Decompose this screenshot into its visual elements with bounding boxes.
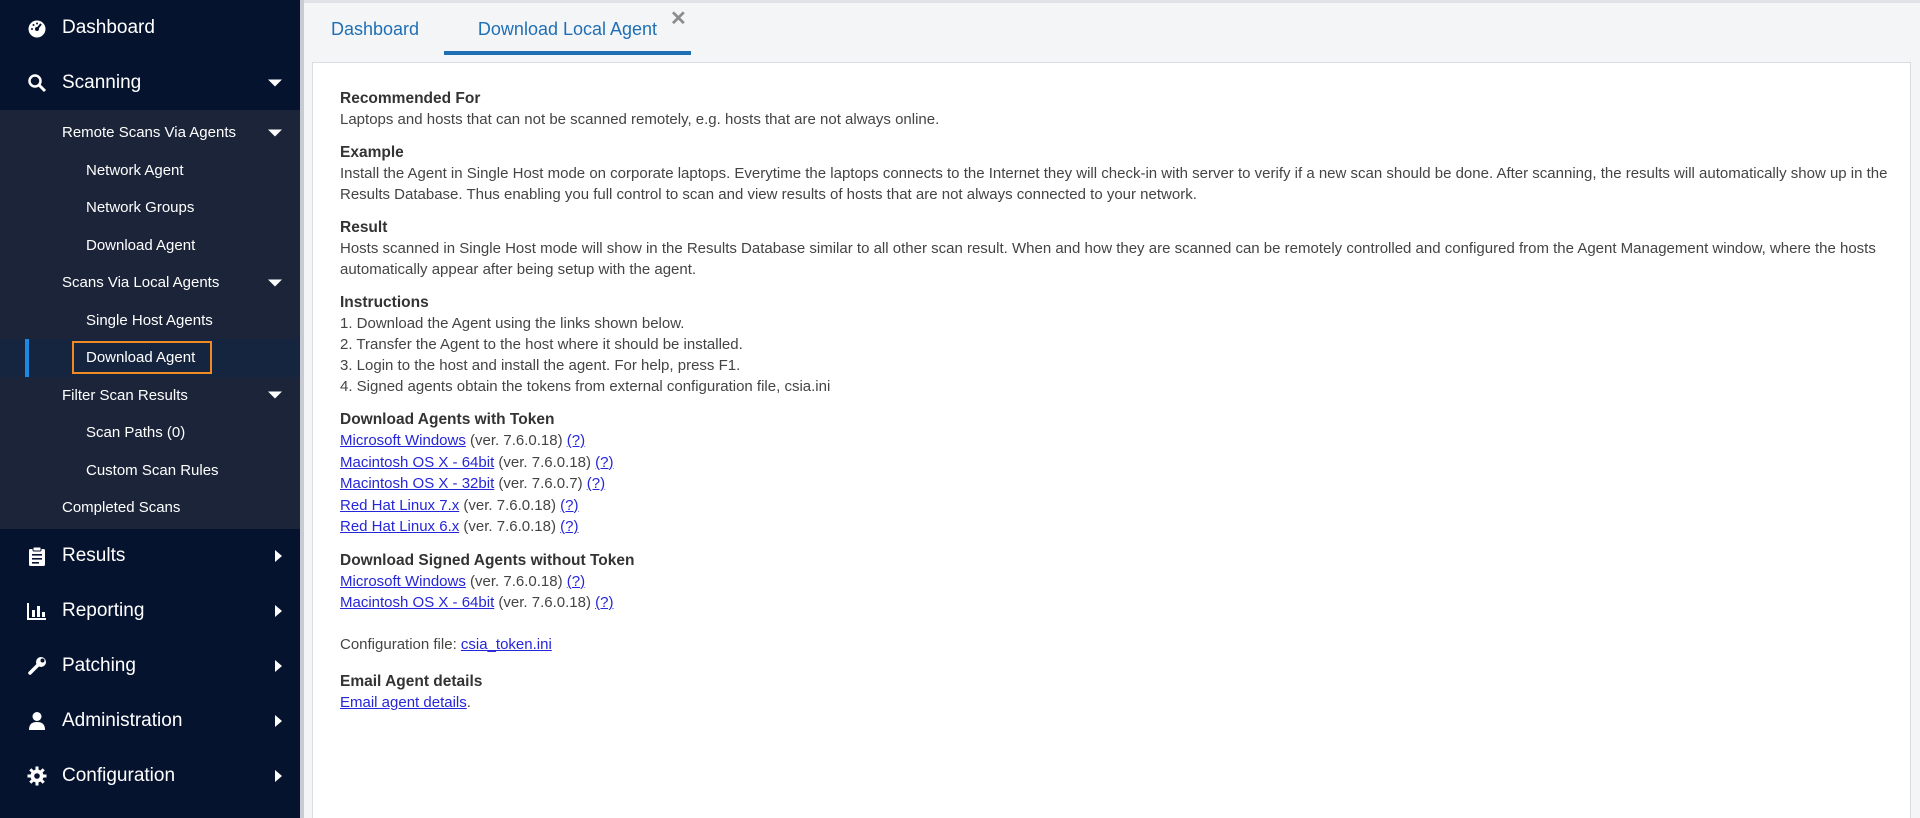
version-text: (ver. 7.6.0.18) — [463, 518, 556, 535]
version-text: (ver. 7.6.0.18) — [498, 453, 591, 471]
nav-patching[interactable] — [0, 639, 300, 694]
section-text: Hosts scanned in Single Host mode will show in the Results Database similar to all other scan result. When and how they are scanned can be remotely controlled and configured from the Agent Management window, where the hosts automatically appear after being setup with the agent. — [340, 240, 1876, 278]
email-suffix: . — [466, 693, 471, 711]
chevron-down-icon — [268, 129, 282, 136]
section-heading: Recommended For — [340, 90, 481, 107]
sidebar-item-scans-local[interactable] — [0, 264, 300, 302]
instruction-item: 3. Login to the host and install the agent. For help, press F1. — [340, 357, 741, 374]
search-icon — [26, 72, 48, 94]
download-link[interactable]: Macintosh OS X - 64bit — [340, 594, 495, 611]
section-heading: Download Agents with Token — [340, 411, 555, 428]
clipboard-icon — [26, 545, 48, 567]
sidebar-item-custom-scan-rules[interactable] — [0, 452, 300, 490]
speedometer-icon — [26, 17, 48, 39]
section-text: Install the Agent in Single Host mode on corporate laptops. Everytime the laptops connects to the Internet they will check-in with server to verify if a new scan should be done. After scanning, the results will automatically show up in the Results Database. Thus enabling you full control to scan and view results of hosts that are not always connected to your network. — [340, 165, 1888, 203]
sidebar-item-completed-scans[interactable] — [0, 489, 300, 527]
example-section — [340, 142, 1900, 205]
sidebar-item-network-agent[interactable] — [0, 152, 300, 190]
version-text: (ver. 7.6.0.18) — [470, 572, 563, 590]
chevron-right-icon — [275, 770, 282, 782]
section-text: Laptops and hosts that can not be scanned remotely, e.g. hosts that are not always online. — [340, 111, 940, 128]
wrench-icon — [26, 655, 48, 677]
main-area — [304, 0, 1920, 818]
with-token-section — [340, 409, 1900, 538]
nav-reporting[interactable] — [0, 584, 300, 639]
download-row — [340, 516, 1900, 538]
nav-dashboard[interactable] — [0, 0, 300, 55]
result-section — [340, 217, 1900, 280]
chevron-right-icon — [275, 715, 282, 727]
nav-patching-label: Patching — [62, 655, 136, 676]
chevron-down-icon — [268, 392, 282, 399]
nav-configuration-label: Configuration — [62, 765, 176, 786]
close-icon[interactable]: ✕ — [670, 8, 687, 30]
download-row — [340, 473, 1900, 495]
help-link[interactable]: (?) — [566, 572, 586, 590]
instruction-item: 4. Signed agents obtain the tokens from external configuration file, csia.ini — [340, 378, 831, 395]
sidebar — [0, 0, 300, 818]
sidebar-item-label: Remote Scans Via Agents — [62, 124, 236, 142]
sidebar-item-network-groups[interactable] — [0, 189, 300, 227]
section-heading: Example — [340, 144, 404, 161]
sidebar-item-label: Single Host Agents — [86, 311, 213, 329]
sidebar-item-label: Completed Scans — [62, 499, 181, 517]
email-agent-link[interactable]: Email agent details — [340, 693, 467, 711]
nav-results-label: Results — [62, 545, 126, 566]
download-row — [340, 592, 1900, 614]
bar-chart-icon — [26, 600, 48, 622]
nav-scanning-label: Scanning — [62, 71, 142, 93]
sidebar-item-label: Download Agent — [86, 236, 196, 254]
chevron-right-icon — [275, 660, 282, 672]
nav-reporting-label: Reporting — [62, 600, 145, 621]
chevron-down-icon — [268, 279, 282, 286]
nav-results[interactable] — [0, 529, 300, 584]
instruction-item: 1. Download the Agent using the links shown below. — [340, 315, 685, 332]
config-file-link[interactable]: csia_token.ini — [460, 635, 552, 653]
help-link[interactable]: (?) — [595, 453, 614, 471]
sidebar-item-download-agent-remote[interactable] — [0, 227, 300, 265]
chevron-right-icon — [275, 605, 282, 617]
tab-label: Download Local Agent — [477, 18, 658, 39]
nav-administration[interactable] — [0, 694, 300, 749]
chevron-down-icon — [268, 79, 282, 86]
email-row — [340, 692, 1900, 713]
email-section — [340, 671, 1900, 713]
tab-label: Dashboard — [331, 18, 420, 39]
sidebar-item-remote-scans[interactable] — [0, 114, 300, 152]
download-link[interactable]: Red Hat Linux 7.x — [340, 496, 460, 514]
tab-bar — [304, 3, 1920, 55]
download-link[interactable]: Macintosh OS X - 64bit — [340, 453, 495, 471]
download-link[interactable]: Macintosh OS X - 32bit — [340, 475, 495, 492]
sidebar-item-download-agent-local[interactable] — [0, 339, 300, 377]
instructions-section — [340, 292, 1900, 397]
config-section — [340, 634, 1900, 655]
help-link[interactable]: (?) — [586, 475, 606, 492]
download-link[interactable]: Red Hat Linux 6.x — [340, 518, 460, 535]
download-link[interactable]: Microsoft Windows — [340, 572, 466, 590]
help-link[interactable]: (?) — [595, 594, 614, 611]
sidebar-item-label: Download Agent — [86, 349, 196, 367]
chevron-right-icon — [275, 550, 282, 562]
nav-configuration[interactable] — [0, 749, 300, 804]
nav-dashboard-label: Dashboard — [62, 16, 155, 38]
download-row — [340, 495, 1900, 517]
section-heading: Download Signed Agents without Token — [340, 551, 635, 569]
download-link[interactable]: Microsoft Windows — [340, 432, 466, 449]
sidebar-item-label: Scan Paths (0) — [86, 424, 186, 442]
active-tab-indicator — [444, 51, 691, 55]
section-heading: Instructions — [340, 294, 429, 311]
section-heading: Result — [340, 219, 388, 236]
tab-dashboard[interactable] — [331, 3, 419, 55]
signed-section — [340, 550, 1900, 614]
sidebar-item-label: Filter Scan Results — [62, 386, 188, 404]
user-icon — [26, 710, 48, 732]
sidebar-item-label: Network Groups — [86, 199, 195, 217]
recommended-section — [340, 88, 1900, 130]
content-panel — [312, 62, 1911, 818]
help-link[interactable]: (?) — [560, 518, 579, 535]
download-row — [340, 430, 1900, 452]
sidebar-item-filter-scan-results[interactable] — [0, 377, 300, 415]
version-text: (ver. 7.6.0.7) — [498, 475, 583, 492]
nav-administration-label: Administration — [62, 710, 183, 731]
sidebar-item-label: Custom Scan Rules — [86, 461, 219, 479]
version-text: (ver. 7.6.0.18) — [498, 594, 591, 611]
sidebar-item-label: Network Agent — [86, 161, 184, 179]
help-link[interactable]: (?) — [566, 432, 586, 449]
version-text: (ver. 7.6.0.18) — [470, 432, 563, 449]
sidebar-item-label: Scans Via Local Agents — [62, 274, 220, 292]
scanning-submenu — [0, 110, 300, 529]
gear-icon — [26, 765, 48, 787]
download-row — [340, 571, 1900, 593]
nav-scanning[interactable] — [0, 55, 300, 110]
version-text: (ver. 7.6.0.18) — [463, 496, 556, 514]
tab-download-local-agent[interactable] — [444, 3, 691, 55]
help-link[interactable]: (?) — [560, 496, 579, 514]
sidebar-item-scan-paths[interactable] — [0, 414, 300, 452]
section-heading: Email Agent details — [340, 672, 483, 690]
sidebar-item-single-host-agents[interactable] — [0, 302, 300, 340]
content — [340, 88, 1900, 725]
instruction-item: 2. Transfer the Agent to the host where it should be installed. — [340, 336, 743, 353]
config-label: Configuration file: — [340, 635, 457, 653]
download-row — [340, 452, 1900, 474]
